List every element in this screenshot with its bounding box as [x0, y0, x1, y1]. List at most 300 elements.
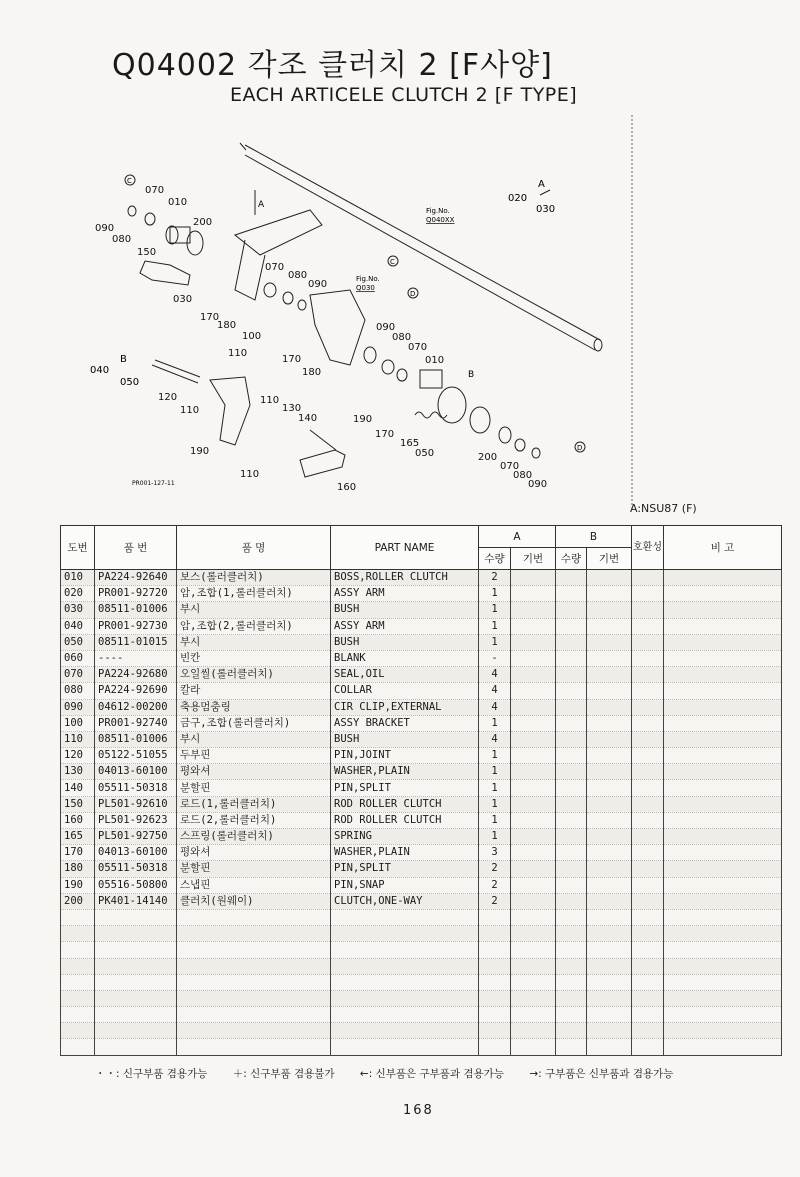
cell-name-ko: 분할핀 [177, 861, 331, 877]
cell-qty-b [556, 893, 587, 909]
table-row-blank [61, 974, 782, 990]
header-compat: 호환성 [632, 526, 664, 570]
cell-spec-a [511, 602, 556, 618]
cell-compat [632, 893, 664, 909]
callout-200-b: 200 [478, 452, 498, 463]
cell-blank [177, 1023, 331, 1039]
cell-blank [664, 1023, 782, 1039]
cell-part-no: 08511-01006 [95, 602, 177, 618]
legend-item-3: ←: 신부품은 구부품과 겸용가능 [359, 1068, 504, 1080]
cell-name-en: ROD ROLLER CLUTCH [331, 812, 479, 828]
header-no: 도번 [61, 526, 95, 570]
marker-c-2: C [390, 258, 395, 266]
cell-spec-b [587, 731, 632, 747]
cell-blank [664, 990, 782, 1006]
cell-part-no: PA224-92640 [95, 570, 177, 586]
header-qty-b: 수량 [556, 548, 587, 570]
cell-blank [556, 974, 587, 990]
fig-ref-2-code: Q030 [356, 284, 375, 292]
cell-compat [632, 764, 664, 780]
cell-spec-a [511, 634, 556, 650]
group-a-code-top: 020 [508, 193, 528, 204]
cell-spec-b [587, 634, 632, 650]
cell-spec-b [587, 699, 632, 715]
cell-qty-b [556, 683, 587, 699]
callout-190-b: 190 [353, 414, 373, 425]
cell-no: 030 [61, 602, 95, 618]
cell-qty-a: 1 [479, 764, 511, 780]
table-row [61, 731, 782, 747]
page-title-english: EACH ARTICELE CLUTCH 2 [F TYPE] [230, 84, 578, 106]
cell-name-en: BOSS,ROLLER CLUTCH [331, 570, 479, 586]
cell-spec-b [587, 877, 632, 893]
table-row [61, 893, 782, 909]
cell-compat [632, 570, 664, 586]
cell-blank [95, 1039, 177, 1055]
cell-blank [479, 926, 511, 942]
cell-blank [587, 1039, 632, 1055]
cell-spec-b [587, 586, 632, 602]
cell-remarks [664, 618, 782, 634]
cell-compat [632, 650, 664, 666]
header-remarks: 비 고 [664, 526, 782, 570]
cell-part-no: 04013-60100 [95, 764, 177, 780]
cell-name-en: BLANK [331, 650, 479, 666]
cell-compat [632, 748, 664, 764]
legend-item-2: ＋: 신구부품 겸용불가 [232, 1068, 335, 1080]
cell-blank [95, 1023, 177, 1039]
callout-100: 100 [242, 331, 262, 342]
cell-blank [331, 974, 479, 990]
cell-qty-a: 4 [479, 683, 511, 699]
compatibility-legend [95, 1066, 695, 1081]
cell-remarks [664, 764, 782, 780]
cell-blank [177, 909, 331, 925]
cell-blank [177, 942, 331, 958]
cell-blank [61, 909, 95, 925]
callout-165: 165 [400, 438, 420, 449]
cell-spec-a [511, 683, 556, 699]
cell-compat [632, 634, 664, 650]
cell-name-ko: 평와셔 [177, 845, 331, 861]
cell-name-en: BUSH [331, 731, 479, 747]
cell-name-en: PIN,SPLIT [331, 861, 479, 877]
cell-qty-b [556, 731, 587, 747]
callout-090-b: 090 [308, 279, 328, 290]
cell-blank [479, 1039, 511, 1055]
cell-no: 010 [61, 570, 95, 586]
cell-blank [61, 990, 95, 1006]
callout-070-c: 070 [408, 342, 428, 353]
cell-part-no: PL501-92623 [95, 812, 177, 828]
cell-name-en: PIN,JOINT [331, 748, 479, 764]
cell-qty-b [556, 796, 587, 812]
cell-name-en: WASHER,PLAIN [331, 845, 479, 861]
callout-130: 130 [282, 403, 302, 414]
cell-name-ko: 스냅핀 [177, 877, 331, 893]
cell-part-no: PA224-92690 [95, 683, 177, 699]
cell-spec-a [511, 861, 556, 877]
cell-blank [61, 1039, 95, 1055]
cell-name-en: ASSY ARM [331, 618, 479, 634]
cell-qty-a: 1 [479, 586, 511, 602]
cell-blank [556, 909, 587, 925]
table-row [61, 829, 782, 845]
cell-spec-b [587, 796, 632, 812]
callout-080-b: 080 [288, 270, 308, 281]
callout-080-a: 080 [112, 234, 132, 245]
cell-no: 090 [61, 699, 95, 715]
cell-blank [331, 909, 479, 925]
cell-blank [177, 990, 331, 1006]
cell-blank [556, 1039, 587, 1055]
cell-name-ko: 부시 [177, 731, 331, 747]
cell-name-en: WASHER,PLAIN [331, 764, 479, 780]
cell-qty-a: 2 [479, 877, 511, 893]
cell-name-en: PIN,SNAP [331, 877, 479, 893]
header-spec-b: 기번 [587, 548, 632, 570]
cell-compat [632, 731, 664, 747]
cell-remarks [664, 780, 782, 796]
cell-blank [177, 1039, 331, 1055]
group-a-letter: A [538, 179, 545, 190]
cell-name-ko: 축용멈춤링 [177, 699, 331, 715]
table-row [61, 683, 782, 699]
cell-blank [511, 909, 556, 925]
cell-qty-a: 2 [479, 861, 511, 877]
cell-part-no: 04612-00200 [95, 699, 177, 715]
callout-200-a: 200 [193, 217, 213, 228]
cell-name-ko: 분할핀 [177, 780, 331, 796]
table-row-blank [61, 926, 782, 942]
cell-spec-a [511, 748, 556, 764]
cell-blank [664, 974, 782, 990]
cell-part-no: ---- [95, 650, 177, 666]
cell-spec-b [587, 715, 632, 731]
cell-compat [632, 618, 664, 634]
cell-blank [632, 974, 664, 990]
cell-name-en: ASSY BRACKET [331, 715, 479, 731]
callout-070-b: 070 [265, 262, 285, 273]
cell-compat [632, 861, 664, 877]
header-qty-a: 수량 [479, 548, 511, 570]
cell-remarks [664, 586, 782, 602]
cell-name-ko: 로드(2,롤러클러치) [177, 812, 331, 828]
cell-blank [664, 958, 782, 974]
cell-blank [632, 958, 664, 974]
cell-qty-b [556, 829, 587, 845]
cell-name-ko: 두부핀 [177, 748, 331, 764]
callout-170-c: 170 [375, 429, 395, 440]
cell-blank [632, 926, 664, 942]
marker-d-2: D [577, 444, 583, 452]
cell-no: 100 [61, 715, 95, 731]
cell-spec-b [587, 570, 632, 586]
cell-spec-a [511, 829, 556, 845]
cell-qty-b [556, 812, 587, 828]
cell-no: 165 [61, 829, 95, 845]
cell-name-ko: 암,조합(2,롤러클러치) [177, 618, 331, 634]
cell-spec-a [511, 845, 556, 861]
group-b-code-top: 040 [90, 365, 110, 376]
cell-qty-a: 1 [479, 618, 511, 634]
cell-remarks [664, 683, 782, 699]
cell-qty-a: 1 [479, 812, 511, 828]
cell-blank [331, 990, 479, 1006]
cell-name-ko: 보스(롤러클러치) [177, 570, 331, 586]
cell-blank [511, 1023, 556, 1039]
cell-blank [511, 942, 556, 958]
table-row [61, 780, 782, 796]
callout-170-a: 170 [200, 312, 220, 323]
callout-010-a: 010 [168, 197, 188, 208]
drawing-number: PR001-127-11 [132, 480, 175, 487]
cell-part-no: PR001-92720 [95, 586, 177, 602]
callout-170-b: 170 [282, 354, 302, 365]
cell-qty-a: 4 [479, 731, 511, 747]
cell-no: 120 [61, 748, 95, 764]
callout-070-d: 070 [500, 461, 520, 472]
cell-blank [331, 1023, 479, 1039]
header-spec-a: 기번 [511, 548, 556, 570]
callout-180-a: 180 [217, 320, 237, 331]
cell-name-ko: 암,조합(1,롤러클러치) [177, 586, 331, 602]
cell-blank [511, 926, 556, 942]
cell-blank [632, 942, 664, 958]
cell-no: 130 [61, 764, 95, 780]
cell-name-ko: 금구,조합(롤러클러치) [177, 715, 331, 731]
cell-name-en: PIN,SPLIT [331, 780, 479, 796]
cell-blank [331, 942, 479, 958]
cell-qty-b [556, 650, 587, 666]
cell-no: 190 [61, 877, 95, 893]
marker-c-1: C [127, 177, 132, 185]
cell-compat [632, 812, 664, 828]
cell-blank [479, 909, 511, 925]
cell-blank [61, 942, 95, 958]
cell-name-ko: 빈칸 [177, 650, 331, 666]
cell-part-no: 05516-50800 [95, 877, 177, 893]
cell-blank [556, 942, 587, 958]
cell-no: 170 [61, 845, 95, 861]
callout-090-d: 090 [528, 479, 548, 490]
cell-qty-b [556, 602, 587, 618]
cell-spec-b [587, 764, 632, 780]
cell-no: 050 [61, 634, 95, 650]
table-row-blank [61, 1039, 782, 1055]
cell-name-ko: 평와셔 [177, 764, 331, 780]
cell-blank [331, 1039, 479, 1055]
cell-compat [632, 602, 664, 618]
parts-table [60, 525, 782, 1056]
cell-spec-b [587, 683, 632, 699]
callout-070-a: 070 [145, 185, 165, 196]
table-row-blank [61, 909, 782, 925]
cell-blank [61, 1023, 95, 1039]
cell-name-en: BUSH [331, 634, 479, 650]
cell-blank [95, 909, 177, 925]
cell-blank [556, 1023, 587, 1039]
cell-qty-a: 1 [479, 748, 511, 764]
cell-no: 150 [61, 796, 95, 812]
cell-blank [664, 909, 782, 925]
callout-080-c: 080 [392, 332, 412, 343]
cell-part-no: PL501-92750 [95, 829, 177, 845]
callout-160: 160 [337, 482, 357, 493]
cell-spec-a [511, 796, 556, 812]
cell-qty-a: 4 [479, 667, 511, 683]
cell-blank [61, 926, 95, 942]
cell-part-no: 05122-51055 [95, 748, 177, 764]
cell-blank [632, 1007, 664, 1023]
cell-remarks [664, 812, 782, 828]
cell-spec-b [587, 602, 632, 618]
cell-blank [479, 958, 511, 974]
cell-blank [664, 926, 782, 942]
table-row [61, 812, 782, 828]
cell-part-no: 08511-01006 [95, 731, 177, 747]
fig-ref-1-label: Fig.No. [426, 207, 450, 215]
cell-no: 060 [61, 650, 95, 666]
cell-spec-a [511, 893, 556, 909]
cell-compat [632, 877, 664, 893]
cell-qty-b [556, 877, 587, 893]
cell-blank [511, 958, 556, 974]
cell-name-en: CLUTCH,ONE-WAY [331, 893, 479, 909]
cell-name-ko: 오일씰(롤러클러치) [177, 667, 331, 683]
table-row [61, 715, 782, 731]
cell-compat [632, 796, 664, 812]
cell-blank [556, 990, 587, 1006]
cell-spec-b [587, 829, 632, 845]
cell-name-en: CIR CLIP,EXTERNAL [331, 699, 479, 715]
cell-qty-a: 1 [479, 715, 511, 731]
cell-remarks [664, 650, 782, 666]
callout-140: 140 [298, 413, 318, 424]
legend-item-4: →: 구부품은 신부품과 겸용가능 [529, 1068, 674, 1080]
cell-qty-a: 4 [479, 699, 511, 715]
cell-name-en: ASSY ARM [331, 586, 479, 602]
cell-blank [587, 990, 632, 1006]
callout-110-b: 110 [180, 405, 200, 416]
cell-qty-a: - [479, 650, 511, 666]
cell-blank [95, 926, 177, 942]
cell-part-no: PA224-92680 [95, 667, 177, 683]
parts-table-body [61, 570, 782, 1056]
cell-remarks [664, 829, 782, 845]
cell-part-no: 04013-60100 [95, 845, 177, 861]
cell-part-no: PK401-14140 [95, 893, 177, 909]
table-row [61, 877, 782, 893]
cell-blank [632, 990, 664, 1006]
table-row [61, 699, 782, 715]
callout-080-d: 080 [513, 470, 533, 481]
cell-remarks [664, 845, 782, 861]
cell-qty-b [556, 715, 587, 731]
table-row [61, 845, 782, 861]
cell-spec-a [511, 586, 556, 602]
exploded-parts-diagram [60, 115, 800, 520]
table-row [61, 634, 782, 650]
cell-spec-a [511, 731, 556, 747]
cell-blank [511, 990, 556, 1006]
cell-blank [95, 942, 177, 958]
cell-no: 070 [61, 667, 95, 683]
cell-name-ko: 부시 [177, 634, 331, 650]
cell-spec-a [511, 699, 556, 715]
cell-qty-a: 1 [479, 829, 511, 845]
cell-part-no: PL501-92610 [95, 796, 177, 812]
cell-part-no: PR001-92730 [95, 618, 177, 634]
page-title-korean: Q04002 각조 클러치 2 [F사양] [112, 48, 553, 83]
header-part-no: 품 번 [95, 526, 177, 570]
cell-remarks [664, 796, 782, 812]
cell-spec-a [511, 780, 556, 796]
cell-name-ko: 로드(1,롤러클러치) [177, 796, 331, 812]
cell-spec-a [511, 667, 556, 683]
cell-name-ko: 스프링(롤러클러치) [177, 829, 331, 845]
cell-compat [632, 715, 664, 731]
cell-name-en: SEAL,OIL [331, 667, 479, 683]
table-row [61, 570, 782, 586]
cell-name-ko: 클러치(원웨이) [177, 893, 331, 909]
cell-blank [556, 958, 587, 974]
cell-spec-a [511, 812, 556, 828]
cell-qty-b [556, 634, 587, 650]
cell-qty-b [556, 667, 587, 683]
cell-remarks [664, 861, 782, 877]
table-row [61, 667, 782, 683]
cell-compat [632, 667, 664, 683]
callout-110-c: 110 [260, 395, 280, 406]
cell-no: 020 [61, 586, 95, 602]
cell-name-en: COLLAR [331, 683, 479, 699]
marker-a: A [258, 200, 265, 210]
cell-qty-a: 2 [479, 570, 511, 586]
cell-qty-b [556, 845, 587, 861]
marker-b: B [468, 370, 475, 380]
cell-qty-a: 3 [479, 845, 511, 861]
cell-qty-b [556, 861, 587, 877]
cell-blank [587, 974, 632, 990]
cell-blank [479, 1007, 511, 1023]
cell-blank [632, 1023, 664, 1039]
cell-blank [95, 1007, 177, 1023]
table-row-blank [61, 1023, 782, 1039]
table-row-blank [61, 942, 782, 958]
cell-blank [331, 926, 479, 942]
cell-qty-b [556, 748, 587, 764]
cell-name-ko: 칼라 [177, 683, 331, 699]
table-row [61, 748, 782, 764]
cell-blank [331, 1007, 479, 1023]
cell-blank [511, 1039, 556, 1055]
cell-qty-a: 1 [479, 634, 511, 650]
cell-name-en: BUSH [331, 602, 479, 618]
cell-blank [587, 926, 632, 942]
marker-d-1: D [410, 290, 416, 298]
table-row [61, 650, 782, 666]
cell-spec-b [587, 861, 632, 877]
cell-remarks [664, 715, 782, 731]
group-a-code-bottom: 030 [536, 204, 556, 215]
cell-spec-b [587, 893, 632, 909]
cell-qty-b [556, 780, 587, 796]
callout-110-d: 110 [240, 469, 260, 480]
cell-blank [177, 1007, 331, 1023]
cell-blank [479, 1023, 511, 1039]
cell-remarks [664, 877, 782, 893]
